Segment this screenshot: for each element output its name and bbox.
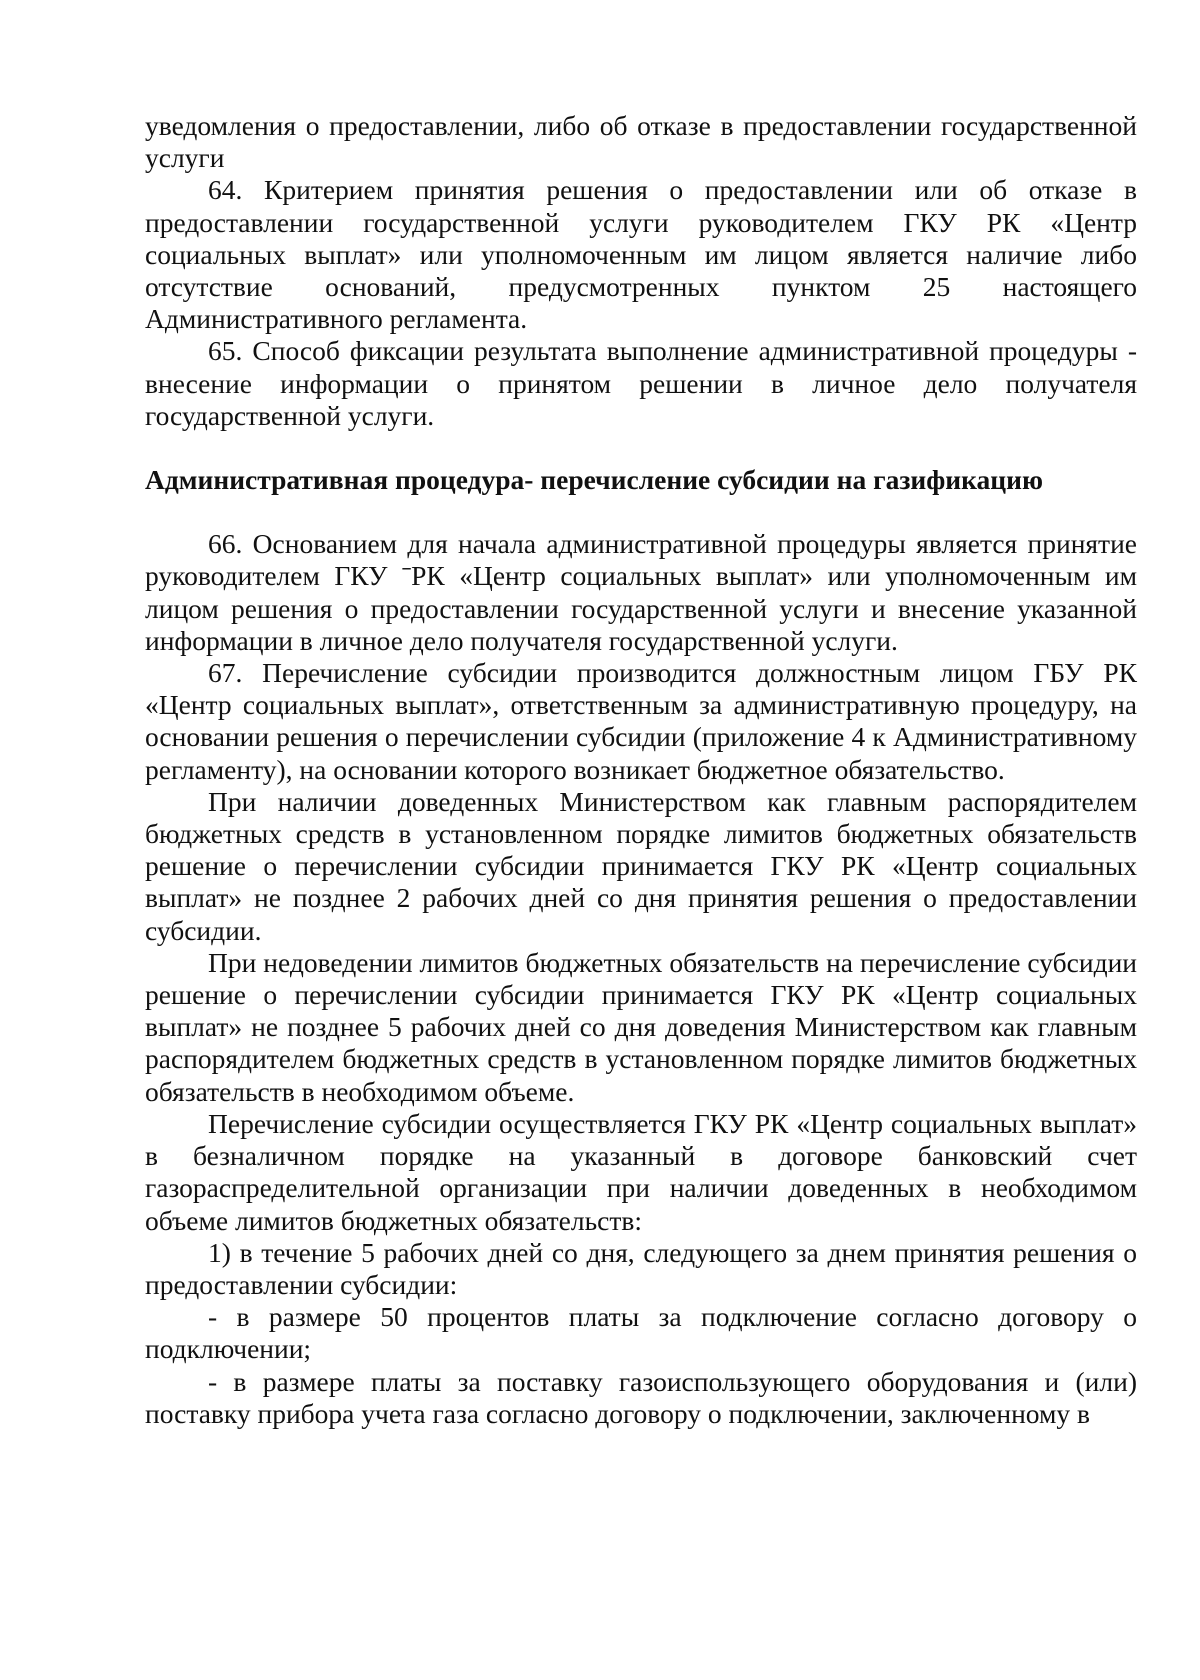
- paragraph-continuation: уведомления о предоставлении, либо об отказе в предоставлении государственной услуги: [145, 110, 1137, 174]
- list-item-1: 1) в течение 5 рабочих дней со дня, следующего за днем принятия решения о предоставлении субсидии:: [145, 1236, 1137, 1300]
- paragraph-66: 66. Основанием для начала административной процедуры является принятие руководителем ГКУ ˉРК «Центр социальных выплат» или уполномоченным им лицом решения о предоставлении государственной услуги и внесение указанной информации в личное дело получателя государственной услуги.: [145, 528, 1137, 656]
- paragraph-67: 67. Перечисление субсидии производится должностным лицом ГБУ РК «Центр социальных выплат», ответственным за административную процедуру, на основании решения о перечислении субсидии (приложение 4 к Административному регламенту), на основании которого возникает бюджетное обязательство.: [145, 657, 1137, 785]
- section-heading: Административная процедура- перечисление субсидии на газификацию: [145, 464, 1043, 496]
- document-body: [145, 110, 1137, 1430]
- paragraph-limits-available: При наличии доведенных Министерством как главным распорядителем бюджетных средств в установленном порядке лимитов бюджетных обязательств решение о перечислении субсидии принимается ГКУ РК «Центр социальных выплат» не позднее 2 рабочих дней со дня принятия решения о предоставлении субсидии.: [145, 785, 1137, 946]
- paragraph-65: 65. Способ фиксации результата выполнение административной процедуры - внесение информации о принятом решении в личное дело получателя государственной услуги.: [145, 335, 1137, 431]
- paragraph-limits-not-available: При недоведении лимитов бюджетных обязательств на перечисление субсидии решение о перечислении субсидии принимается ГКУ РК «Центр социальных выплат» не позднее 5 рабочих дней со дня доведения Министерством как главным распорядителем бюджетных средств в установленном порядке лимитов бюджетных обязательств в необходимом объеме.: [145, 946, 1137, 1107]
- list-dash-item-1: - в размере 50 процентов платы за подключение согласно договору о подключении;: [145, 1301, 1137, 1365]
- paragraph-transfer: Перечисление субсидии осуществляется ГКУ РК «Центр социальных выплат» в безналичном порядке на указанный в договоре банковский счет газораспределительной организации при наличии доведенных в необходимом объеме лимитов бюджетных обязательств:: [145, 1107, 1137, 1236]
- list-dash-item-2: - в размере платы за поставку газоиспользующего оборудования и (или) поставку прибора учета газа согласно договору о подключении, заключенному в: [145, 1365, 1137, 1429]
- paragraph-64: 64. Критерием принятия решения о предоставлении или об отказе в предоставлении государственной услуги руководителем ГКУ РК «Центр социальных выплат» или уполномоченным им лицом является наличие либо отсутствие оснований, предусмотренных пунктом 25 настоящего Административного регламента.: [145, 174, 1137, 335]
